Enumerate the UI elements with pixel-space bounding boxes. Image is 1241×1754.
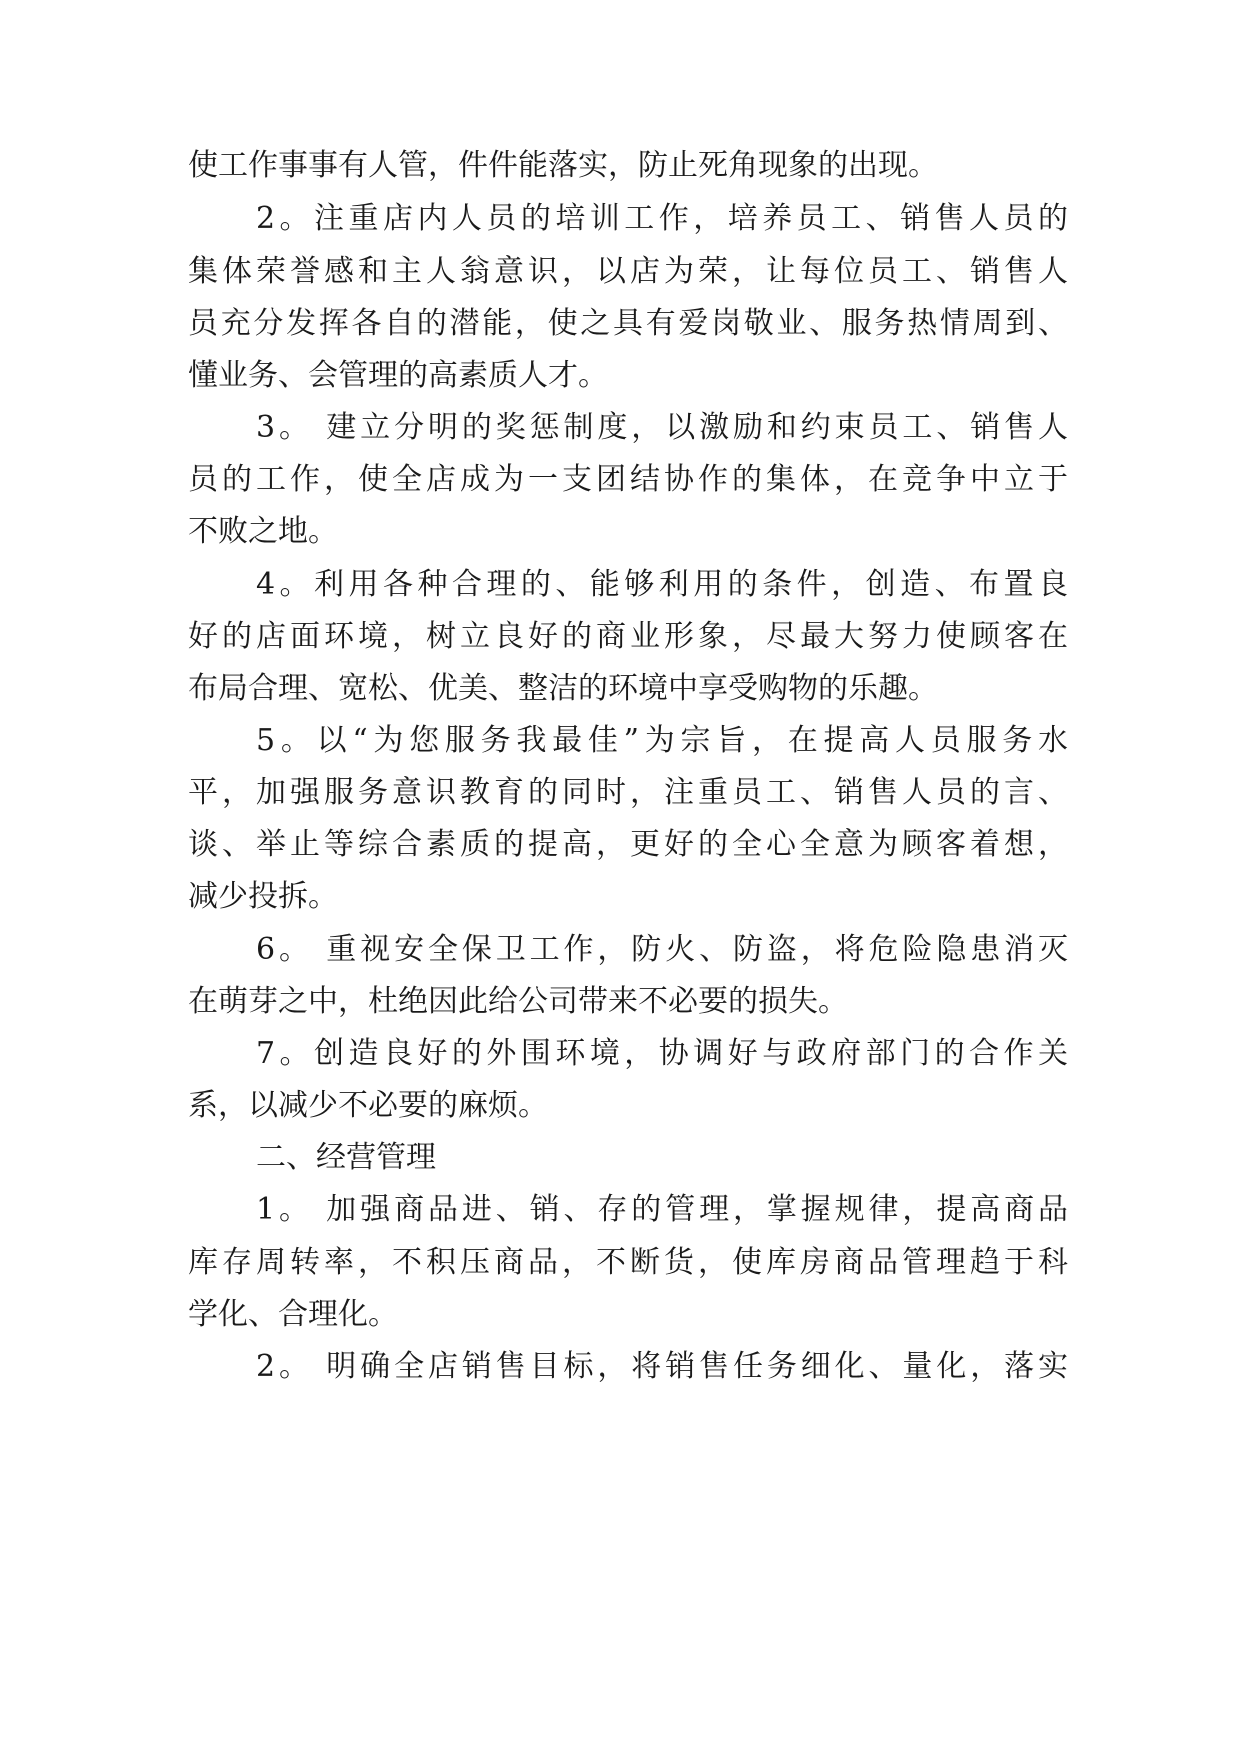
paragraph-start-line: 1。 加强商品进、销、存的管理，掌握规律，提高商品	[256, 1192, 1068, 1227]
text-line: 系，以减少不必要的麻烦。	[188, 1088, 548, 1123]
paragraph-start-line: 4。利用各种合理的、能够利用的条件，创造、布置良	[256, 567, 1068, 602]
paragraph-start-line: 3。 建立分明的奖惩制度，以激励和约束员工、销售人	[256, 410, 1068, 445]
text-line: 好的店面环境，树立良好的商业形象，尽最大努力使顾客在	[188, 619, 1068, 654]
text-line: 懂业务、会管理的高素质人才。	[188, 358, 608, 393]
paragraph-start-line: 7。创造良好的外围环境，协调好与政府部门的合作关	[256, 1036, 1068, 1071]
paragraph-start-line: 2。注重店内人员的培训工作，培养员工、销售人员的	[256, 201, 1068, 236]
text-line: 不败之地。	[188, 514, 338, 549]
text-line: 平，加强服务意识教育的同时，注重员工、销售人员的言、	[188, 775, 1068, 810]
text-line: 员的工作，使全店成为一支团结协作的集体，在竞争中立于	[188, 462, 1068, 497]
text-line: 减少投拆。	[188, 879, 338, 914]
paragraph-start-line: 6。 重视安全保卫工作，防火、防盗，将危险隐患消灭	[256, 932, 1068, 967]
text-line: 学化、合理化。	[188, 1297, 398, 1332]
paragraph-start-line: 5。以“为您服务我最佳”为宗旨，在提高人员服务水	[256, 723, 1068, 758]
text-line: 谈、举止等综合素质的提高，更好的全心全意为顾客着想，	[188, 827, 1068, 862]
text-line: 员充分发挥各自的潜能，使之具有爱岗敬业、服务热情周到、	[188, 306, 1068, 341]
text-line: 使工作事事有人管，件件能落实，防止死角现象的出现。	[188, 148, 938, 183]
text-line: 在萌芽之中，杜绝因此给公司带来不必要的损失。	[188, 984, 848, 1019]
text-line: 库存周转率，不积压商品，不断货，使库房商品管理趋于科	[188, 1245, 1068, 1280]
section-heading: 二、经营管理	[256, 1140, 436, 1175]
text-line: 集体荣誉感和主人翁意识，以店为荣，让每位员工、销售人	[188, 254, 1068, 289]
text-line: 布局合理、宽松、优美、整洁的环境中享受购物的乐趣。	[188, 671, 938, 706]
paragraph-start-line: 2。 明确全店销售目标，将销售任务细化、量化，落实	[256, 1349, 1068, 1384]
